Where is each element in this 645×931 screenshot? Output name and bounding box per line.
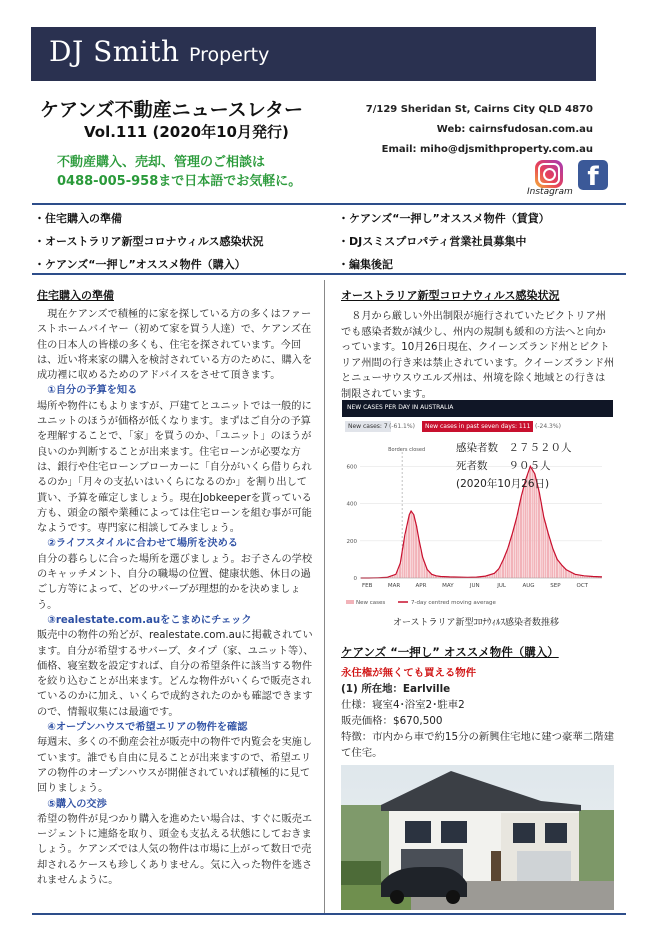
instagram-label: Instagram [527,187,573,197]
house-illustration [341,765,614,910]
daily-case-bar [523,489,524,578]
daily-case-bar [518,508,519,578]
office-info [366,100,593,160]
property-details [341,665,617,761]
daily-case-bar [498,569,499,578]
subsection-title: ①自分の予算を知る [47,385,138,397]
subsection-body: 毎週末、多くの不動産会社が販売中の物件で内覧会を実施しています。誰でも自由に見ることが出来ますので、希望エリアの物件のオープンハウスが開催されていれば積極的に見て回りましょう。 [37,737,313,795]
covid-article-body [341,309,615,402]
y-tick-label: 400 [346,501,357,508]
toc-item[interactable]: ・編集後記 [338,258,393,271]
daily-case-bar [509,542,510,578]
brand-banner [31,27,596,81]
x-tick-label: FEB [361,583,373,589]
toc-item[interactable]: ・オーストラリア新型コロナウィルス感染状況 [34,235,264,248]
contact-line: 不動産購入、売却、管理のご相談は [57,155,266,170]
daily-case-bar [404,535,405,578]
stat-cases: 感染者数 ２７５２０人 [456,442,572,454]
daily-case-bar [561,565,562,578]
daily-case-bar [516,517,517,578]
column-divider [324,280,325,913]
legend-week-cases: New cases in past seven days: 111 [422,421,533,432]
covid-text: ８月から厳しい外出制限が施行されていたビクトリア州でも感染者数が減少し、州内の規制も緩和の方法へと向かっています。10月26日現在、クイーンズランド州とビクトリア州間の行き来は禁止されています。クイーンズランド州とニューサウスウエルズ州は、州境を除く地域との行きは制限されています。 [341,311,615,400]
covid-cases-chart [342,400,613,613]
daily-case-bar [554,553,555,578]
x-tick-label: AUG [522,583,535,589]
daily-case-bar [494,573,495,578]
property-location: (1) 所在地：Earlville [341,683,451,695]
section-heading: 住宅購入の準備 [37,289,114,302]
daily-case-bar [552,548,553,578]
daily-case-bar [505,555,506,578]
toc-item[interactable]: ・住宅購入の準備 [34,212,122,225]
daily-case-bar [545,523,546,578]
property-spec: 仕様：寝室4･浴室2･駐車2 [341,699,465,711]
legend-swatch-new-cases [346,600,354,604]
x-tick-label: MAY [442,583,454,589]
stat-date: (2020年10月26日) [456,478,550,490]
daily-case-bar [521,496,522,578]
newsletter-title: ケアンズ不動産ニュースレター [40,99,303,121]
subsection-body: 希望の物件が見つかり購入を進めたい場合は、すぐに販売エージェントに連絡を取り、頭金も支払える状態にしておきましょう。ケアンズでは人気の物件は市場に上がって数日で売却されるケースも珍しくありません。気に入った物件を逃されませんように。 [37,813,313,886]
subsection-title: ②ライフスタイルに合わせて場所を決める [47,538,238,550]
x-tick-label: OCT [576,583,589,589]
x-tick-label: JUN [469,583,480,589]
daily-case-bar [557,559,558,578]
subsection-title: ⑤購入の交渉 [47,798,107,810]
contact-phone-line: 0488-005-958まで日本語でお気軽に。 [57,174,302,189]
legend-label-moving-average: 7-day centred moving average [411,600,496,606]
email-link[interactable]: Email: miho@djsmithproperty.com.au [381,144,593,155]
toc-item[interactable]: ・ケアンズ“一押し”オススメ物件（賃貸） [338,212,550,225]
daily-case-bar [507,548,508,578]
footer-rule [32,913,626,915]
daily-case-bar [416,526,417,578]
daily-case-bar [567,571,568,578]
subsection-body: 販売中の物件の殆どが、realestate.com.auに掲載されています。自分が希望するサバーブ、タイプ（家、ユニット等）、価格、寝室数を設定すれば、自分の希望条件に該当する物件を絞り込むことが出来ます。どんな物件がいくらで販売されているのかに加え、いくらで成約されたのかも確認できますので、情報収集には最適です。 [37,630,314,718]
daily-case-bar [525,479,526,578]
article-intro: 現在ケアンズで積極的に家を探している方の多くはファーストホームバイヤー（初めて家を買う人達）で、ケアンズ在住の日本人の皆様の多くも、住宅を探されています。今回は、近い将来家の購入を検討されている方のために、購入を成功裡に収めるためのアドバイスをさせて頂きます。 [37,309,313,382]
subsection-title: ④オープンハウスで希望エリアの物件を確認 [47,722,248,734]
daily-case-bar [406,527,407,578]
y-tick-label: 0 [353,576,357,582]
toc-top-rule [32,203,626,205]
section-heading: オーストラリア新型コロナウィルス感染状況 [341,289,560,302]
chart-title: NEW CASES PER DAY IN AUSTRALIA [347,404,454,411]
daily-case-bar [411,511,412,578]
chart-plot [342,400,613,613]
article-home-buying [37,307,317,888]
daily-case-bar [548,533,549,578]
daily-case-bar [503,559,504,578]
subsection-body: 場所や物件にもよりますが、戸建てとユニットでは一般的にユニットのほうが価格が低くなります。まずはご自分の予算を理解することで、「家」を買うのか、「ユニット」のほうが良いのか判断することが出来ます。住宅ローンが必要な方は、銀行や住宅ローンブローカーに「自分がいくら借りられるのか」「月々の支払いはいくらになるのか」を割り出して貰い、予算を確定しましょう。現在Jobkeeperを貰っている方も、頭金の額や業種によっては住宅ローンを組む事が可能なようです。専門家に相談してみましょう。 [37,400,312,535]
instagram-icon[interactable] [535,160,563,188]
daily-case-bar [514,527,515,578]
toc-item[interactable]: ・ケアンズ“一押し”オススメ物件（購入） [34,258,246,271]
daily-case-bar [413,515,414,578]
newsletter-issue: Vol.111 (2020年10月発行) [84,123,289,141]
legend-new-cases: New cases: 7 [345,421,391,432]
daily-case-bar [558,562,559,578]
stat-deaths: 死者数 ９０５人 [456,460,551,472]
y-tick-label: 200 [346,538,357,545]
subsection-title: ③realestate.com.auをこまめにチェック [47,614,252,626]
facebook-icon[interactable]: f [578,160,608,190]
property-feature: 特徴：市内から車で約15分の新興住宅地に建つ豪華二階建て住宅。 [341,731,614,759]
daily-case-bar [536,481,537,578]
daily-case-bar [543,517,544,578]
legend-label-new-cases: New cases [356,600,386,606]
daily-case-bar [566,570,567,578]
legend-new-cases-change: (-61.1%) [389,423,415,430]
x-tick-label: MAR [387,583,401,589]
y-tick-label: 600 [346,464,357,471]
daily-case-bar [541,502,542,578]
daily-case-bar [409,515,410,578]
annotation-label: Borders closed [388,447,426,453]
office-address: 7/129 Sheridan St, Cairns City QLD 4870 [365,104,593,115]
contact-message [57,153,301,191]
toc-bottom-rule [32,273,626,275]
daily-case-bar [512,533,513,578]
property-heading: ケアンズ “一押し” オススメ物件（購入） [341,645,559,659]
website-link[interactable]: Web: cairnsfudosan.com.au [436,124,593,135]
x-tick-label: APR [415,583,427,589]
chart-caption: オーストラリア新型ｺﾛﾅｳｨﾙｽ感染者数推移 [393,618,560,628]
daily-case-bar [539,492,540,578]
daily-case-bar [563,567,564,578]
subsection-body: 自分の暮らしに合った場所を選びましょう。お子さんの学校のキャッチメント、自分の職場の位置、健康状態、休日の過ごし方等によって、どのサバーブが理想的かを決めましょう。 [37,553,313,611]
property-price: 販売価格：$670,500 [341,715,443,727]
daily-case-bar [550,539,551,578]
toc-item[interactable]: ・DJスミスプロパティ営業社員募集中 [338,235,527,248]
property-tagline: 永住権が無くても買える物件 [341,667,477,679]
x-tick-label: SEP [550,583,561,589]
property-photo [341,765,614,910]
legend-week-change: (-24.3%) [535,423,561,430]
brand-logo: DJ Smith Property [49,35,270,68]
x-tick-label: JUL [497,583,506,589]
